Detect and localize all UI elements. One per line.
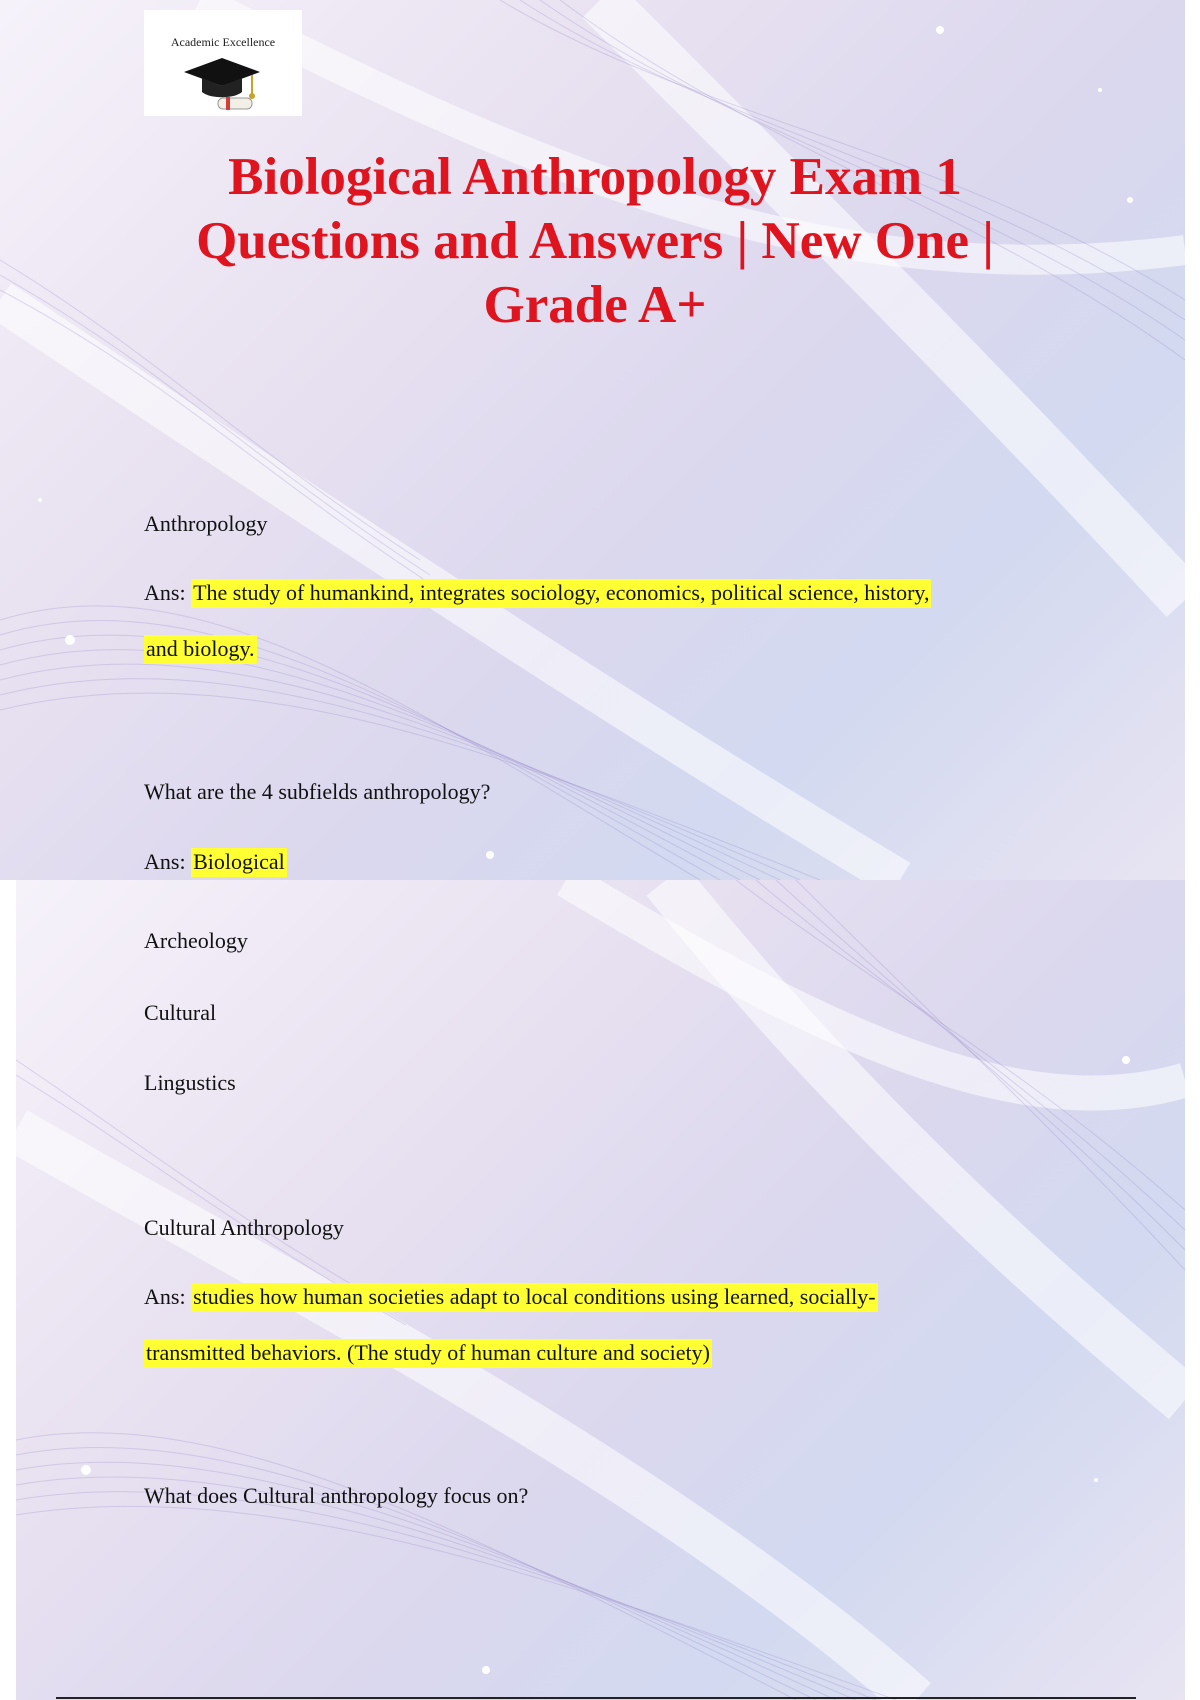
answer-prefix: Ans:: [144, 580, 186, 605]
question-anthropology: Anthropology: [144, 511, 268, 536]
answer-cultural-anthropology-line-1: [144, 1284, 878, 1310]
page-bottom-rule: [56, 1697, 1136, 1699]
question-cultural-anthropology: Cultural Anthropology: [144, 1215, 344, 1240]
answer-cultural-anthropology-line-2: [144, 1340, 712, 1366]
question-cultural-focus: What does Cultural anthropology focus on?: [144, 1483, 529, 1508]
answer-subfields-line-1: [144, 849, 287, 875]
answer-subfields-line-3: Cultural: [144, 1000, 217, 1025]
answer-prefix: Ans:: [144, 1284, 186, 1309]
answer-anthropology-line-2: [144, 636, 257, 662]
document-page-2: [16, 880, 1185, 1700]
answer-subfields-line-4: Lingustics: [144, 1070, 236, 1095]
highlighted-answer-text: studies how human societies adapt to local conditions using learned, socially-: [191, 1283, 877, 1312]
academic-excellence-logo: [144, 10, 302, 116]
answer-anthropology-line-1: [144, 580, 931, 606]
answer-prefix: Ans:: [144, 849, 186, 874]
answer-subfields-line-2: Archeology: [144, 928, 248, 953]
highlighted-answer-text: and biology.: [144, 635, 257, 664]
logo-text: Academic Excellence: [170, 35, 276, 49]
graduation-cap-icon: [182, 52, 262, 114]
question-subfields: What are the 4 subfields anthropology?: [144, 779, 491, 804]
highlighted-answer-text: transmitted behaviors. (The study of human culture and society): [144, 1339, 712, 1368]
document-title: Biological Anthropology Exam 1 Questions and Answers | New One | Grade A+: [196, 148, 994, 334]
highlighted-answer-text: Biological: [191, 848, 287, 877]
highlighted-answer-text: The study of humankind, integrates sociology, economics, political science, history,: [191, 579, 931, 608]
